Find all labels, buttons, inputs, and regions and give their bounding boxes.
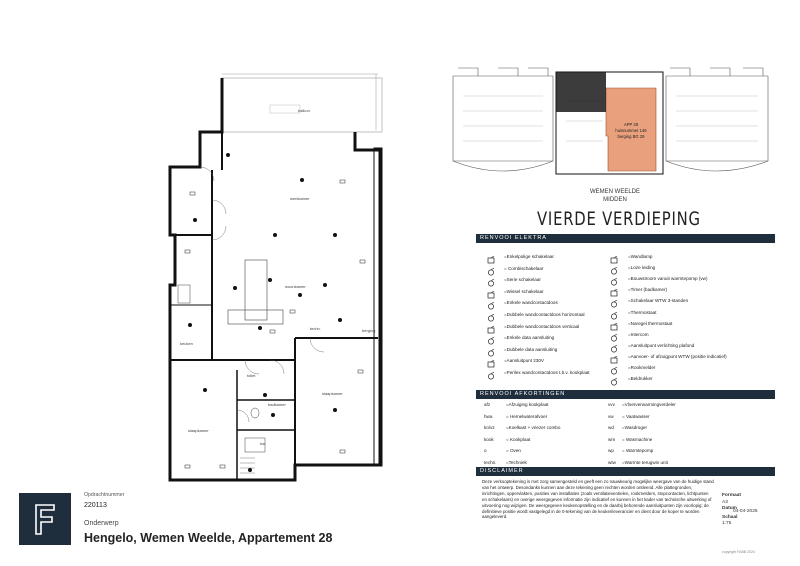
legend-item: =Rookmelder	[628, 365, 656, 370]
onderwerp-label: Onderwerp	[84, 520, 119, 527]
legend-item: =Naregel thermostaat	[628, 320, 673, 326]
legend-symbol-icon	[486, 345, 496, 353]
legend-symbol-icon	[609, 308, 619, 316]
fitting-code: vw	[608, 413, 614, 419]
fitting-code: wtw	[608, 459, 616, 465]
fitting-code: o	[484, 448, 487, 453]
legend-symbol-icon	[609, 274, 619, 282]
legend-symbol-icon	[486, 252, 496, 260]
room-label-toilet: toilet	[247, 373, 256, 378]
legend-item: =Wandlamp	[628, 254, 653, 259]
legend-symbol-icon	[486, 264, 496, 272]
legend-item: =Dubbele wandcontactdoos horizontaal	[504, 312, 585, 317]
legend-item: =Schakelaar WTW 3-standen	[628, 298, 689, 304]
floor-plan	[150, 70, 400, 490]
legend-symbol-icon	[609, 319, 619, 327]
disclaimer-header: DISCLAIMER	[476, 467, 775, 476]
fitting-text: =Techniek	[506, 459, 527, 465]
fitting-code: ko/vz	[484, 425, 495, 430]
fitting-code: wm	[608, 436, 616, 442]
legend-item: =Aanvoer- of afzuigpunt WTW (positie indicatief)	[628, 353, 727, 359]
fitting-text: =Warmte terugwin unit	[622, 459, 668, 465]
legend-item: =Dubbele wandcontactdoos verticaal	[504, 323, 580, 329]
legend-symbol-icon	[486, 287, 496, 295]
legend-symbol-icon	[609, 352, 619, 360]
legend-symbol-icon	[609, 330, 619, 338]
legend-item: =Loze leiding	[628, 265, 656, 271]
keyplan-caption-2: MIDDEN	[603, 197, 627, 203]
room-label-werkkamer: werkkamer	[290, 196, 310, 201]
legend-item: =Enkelpolige schakelaar	[504, 254, 554, 259]
fitting-code: hwa	[484, 413, 493, 419]
legend-symbol-icon	[609, 263, 619, 271]
legend-symbol-icon	[486, 322, 496, 330]
legend-item: =Thermostaat	[628, 309, 657, 315]
legend-symbol-icon	[609, 285, 619, 293]
fitting-text: = Hemelwaterafvoer	[506, 413, 548, 419]
legend-electra-header: RENVOOI ELEKTRA	[476, 234, 775, 243]
company-logo	[19, 493, 71, 545]
keyplan-caption-1: WEMEN WEELDE	[589, 189, 640, 195]
legend-item: =Wissel schakelaar	[504, 288, 544, 294]
room-label-berging: berging	[362, 328, 376, 333]
key-plan	[448, 66, 773, 191]
legend-item: =Perilex wandcontactdoos t.b.v. kookplaat	[504, 370, 590, 375]
format-label: Formaat	[722, 493, 741, 498]
legend-item: =Beldrukker	[628, 376, 653, 382]
legend-symbol-icon	[486, 275, 496, 283]
schaal-label: Schaal	[722, 515, 738, 520]
fitting-code: afz	[484, 402, 491, 407]
disclaimer-text: Deze verkooptekening is met zorg samengesteld en geeft een zo nauwkeurig mogelijke weergave van de huidige stand van het ontwerp. Desondanks kunnen aan deze tekening geen rechten worden ontleend. Alle plattegronden, inrichtingen, oppervlakten, posities van installaties (zoals ventilatieventielen, rookmelders, stopcontacten, lichtpunten en schakelaars) en overige weergegeven informatie zijn indicatief en kunnen in het kader van technische uitwerking of uitvoering nog wijzigen. De weergegeven keukenopstelling en de daarbij behorende aansluitpunten zijn voorlopig; de definitieve positie wordt vastgelegd in de 0-tekening van de keukenleverancier en dient door de koper te worden aangeleverd.	[482, 479, 714, 520]
fitting-code: wd	[608, 425, 614, 430]
legend-symbol-icon	[486, 368, 496, 376]
fitting-text: = Warmtepomp	[622, 448, 654, 453]
room-label-slaapkamer-1: slaapkamer	[188, 428, 209, 433]
fitting-text: =Vloerverwarmingverdeler	[622, 402, 676, 407]
legend-item: =Dubbele data aansluiting	[504, 346, 558, 352]
legend-item: =Timer (badkamer)	[628, 287, 668, 293]
fitting-text: = Oven	[506, 448, 521, 453]
opdracht-value: 220113	[84, 502, 107, 509]
schaal-value: 1:75	[722, 521, 732, 526]
legend-fittings-header: RENVOOI AFKORTINGEN	[476, 390, 775, 399]
fitting-text: = Kookplaat	[506, 436, 531, 442]
datum-value: 04-04-2025	[733, 509, 758, 514]
legend-item: =Bouwstroom vanuit warmtepomp (vw)	[628, 276, 708, 282]
highlight-line-3: berging BG 29	[617, 134, 645, 139]
legend-symbol-icon	[609, 296, 619, 304]
room-label-slaapkamer-2: slaapkamer	[322, 391, 343, 396]
legend-item: =Enkele data aansluiting	[504, 335, 555, 341]
legend-symbol-icon	[609, 374, 619, 382]
fitting-code: vvv	[608, 402, 615, 407]
legend-item: =Enkele wandcontactdoos	[504, 300, 558, 306]
format-value: A3	[722, 500, 728, 505]
room-label-badkamer: badkamer	[268, 402, 286, 407]
fitting-code: kook	[484, 436, 494, 442]
room-label-woonkamer: woonkamer	[285, 284, 306, 289]
highlight-line-2: huisnummer 146	[615, 128, 647, 133]
fitting-text: = Wasmachine	[622, 436, 653, 442]
legend-symbol-icon	[486, 356, 496, 364]
room-label-keuken: keuken	[180, 341, 193, 346]
fitting-code: techn.	[484, 459, 497, 465]
project-title: Hengelo, Wemen Weelde, Appartement 28	[84, 531, 333, 545]
fitting-text: =Koelkast + vriezer combo	[506, 425, 561, 430]
highlight-line-1: APP 28	[623, 122, 639, 127]
fitting-text: =Afzuiging kookplaat	[506, 402, 549, 407]
legend-symbol-icon	[609, 341, 619, 349]
legend-item: =Aansluitpunt 230V	[504, 358, 544, 364]
opdracht-label: Opdrachtnummer	[84, 492, 125, 498]
datum-label: Datum	[722, 506, 737, 511]
room-label-balkon: balkon	[298, 108, 310, 113]
fitting-text: =Wasdroger	[622, 425, 647, 430]
fitting-code: wp	[608, 448, 614, 453]
legend-item: =Serie schakelaar	[504, 277, 541, 283]
legend-item: =Intercom	[628, 331, 649, 337]
legend-symbol-icon	[486, 333, 496, 341]
fitting-text: = Vaatwasser	[622, 413, 650, 419]
floor-title: VIERDE VERDIEPING	[537, 208, 701, 230]
legend-item: = Combischakelaar	[504, 265, 544, 271]
room-label-hal: hal	[260, 441, 266, 446]
legend-symbol-icon	[486, 310, 496, 318]
legend-symbol-icon	[486, 298, 496, 306]
legend-symbol-icon	[609, 363, 619, 371]
legend-symbol-icon	[609, 252, 619, 260]
room-label-techniek: techn.	[310, 326, 321, 331]
legend-item: =Aansluitpunt verlichting plafond	[628, 342, 695, 348]
copyright: copyright FABB 2024	[722, 550, 755, 554]
